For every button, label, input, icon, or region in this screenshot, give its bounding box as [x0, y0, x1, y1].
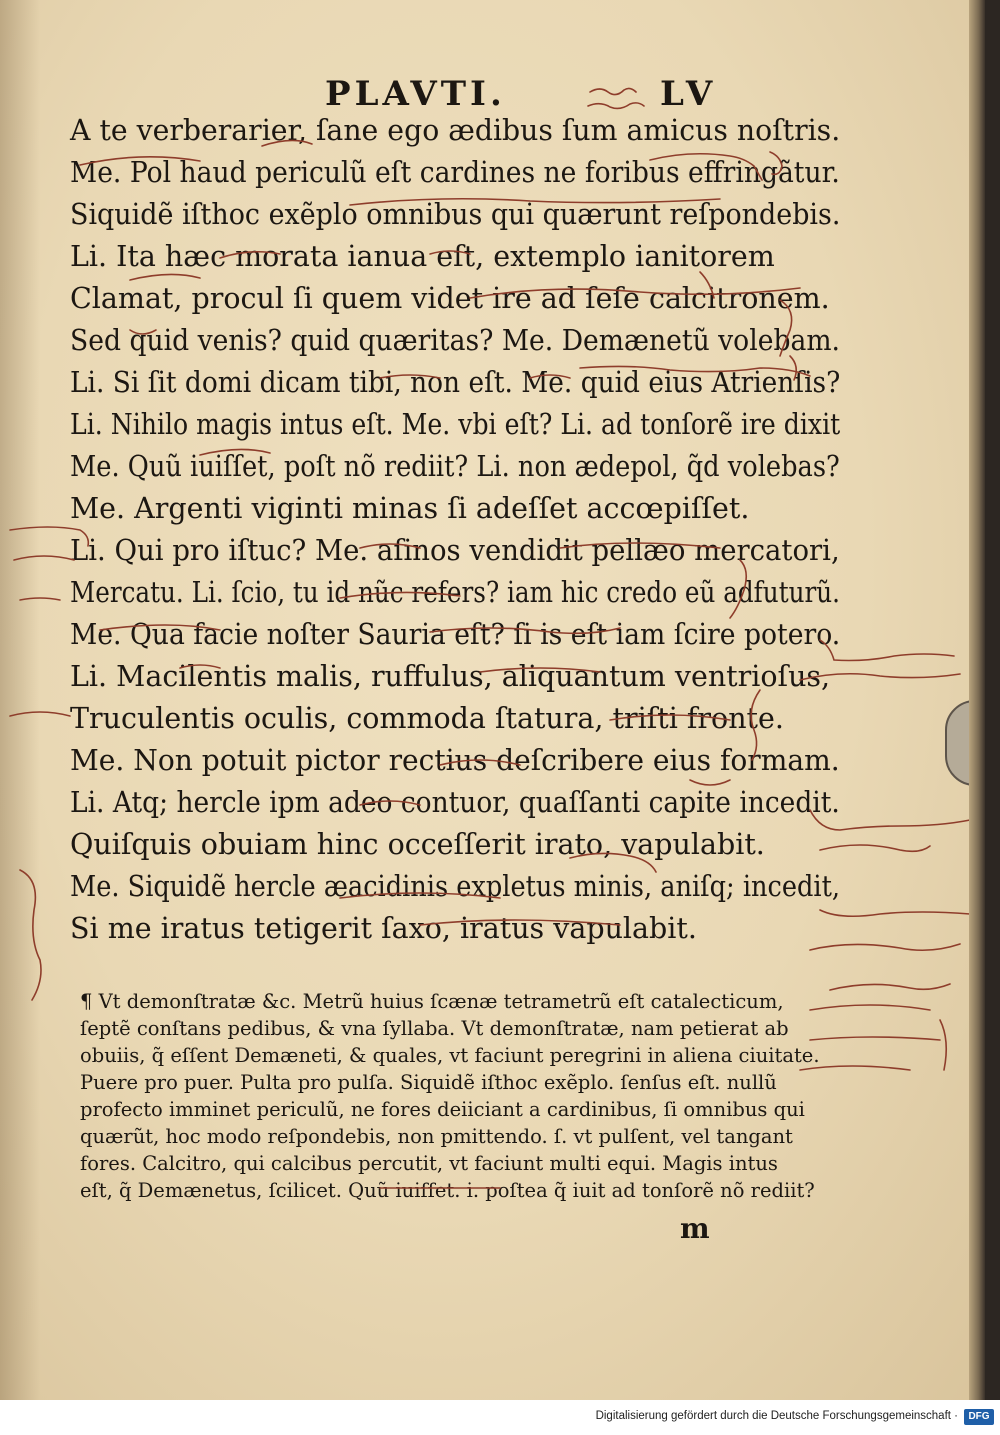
verse-line: Siquidẽ iſthoc exẽplo omnibus qui quærunt reſpondebis.	[70, 198, 841, 231]
verse-line: Me. Pol haud periculũ eſt cardines ne foribus effringãtur.	[70, 156, 840, 189]
commentary-line: profecto imminet periculũ, ne fores deiiciant a cardinibus, ſi omnibus qui	[80, 1098, 805, 1121]
signature-mark: m	[680, 1212, 710, 1245]
verse-line: Quiſquis obuiam hinc occeſſerit irato, vapulabit.	[70, 828, 765, 861]
commentary-line: ſeptẽ conſtans pedibus, & vna ſyllaba. Vt demonſtratæ, nam petierat ab	[80, 1017, 789, 1040]
verse-line: Me. Qua facie noſter Sauria eſt? ſi is eſt iam ſcire potero.	[70, 618, 841, 651]
verse-line: Truculentis oculis, commoda ſtatura, triſti fronte.	[70, 702, 784, 735]
commentary-line: eſt, q̃ Demænetus, ſcilicet. Quũ iuiſſet. i. poſtea q̃ iuit ad tonſorẽ nõ rediit?	[80, 1179, 815, 1202]
verse-line: Li. Nihilo magis intus eſt. Me. vbi eſt? Li. ad tonſorẽ ire dixit	[70, 408, 841, 441]
verse-line: Si me iratus tetigerit ſaxo, iratus vapulabit.	[70, 912, 697, 945]
verse-line: Li. Si ſit domi dicam tibi, non eſt. Me. quid eius Atrienſis?	[70, 366, 841, 399]
funding-credit: Digitalisierung gefördert durch die Deutsche Forschungsgemeinschaft ·	[595, 1410, 958, 1422]
verse-line: Sed quid venis? quid quæritas? Me. Demænetũ volebam.	[70, 324, 841, 357]
verse-line: Me. Non potuit pictor rectius deſcribere eius formam.	[70, 744, 840, 777]
verse-line: Li. Macilentis malis, ruffulus, aliquantum ventrioſus,	[70, 660, 831, 693]
verse-line: Me. Siquidẽ hercle æacidinis expletus minis, aniſq; incedit,	[70, 870, 841, 903]
spine-shadow	[0, 0, 40, 1400]
commentary-line: Puere pro puer. Pulta pro pulſa. Siquidẽ iſthoc exẽplo. ſenſus eſt. nullũ	[80, 1071, 777, 1094]
folio-number: LV	[660, 74, 719, 114]
commentary-line: obuiis, q̃ eſſent Demæneti, & quales, vt faciunt peregrini in aliena ciuitate.	[80, 1044, 820, 1067]
commentary-line: ¶ Vt demonſtratæ &c. Metrũ huius ſcænæ tetrametrũ eſt catalecticum,	[80, 990, 784, 1013]
page-edge	[969, 0, 985, 1400]
verse-line: Li. Qui pro iſtuc? Me. aſinos vendidit pellæo mercatori,	[70, 534, 840, 567]
verse-text	[70, 110, 840, 950]
verse-line: Mercatu. Li. ſcio, tu id nũc refers? iam hic credo eũ adfuturũ.	[70, 576, 840, 609]
commentary-text	[80, 988, 820, 1204]
verse-line: Me. Argenti viginti minas ſi adeſſet accœpiſſet.	[70, 492, 750, 525]
commentary-line: quærũt, hoc modo reſpondebis, non pmittendo. ſ. vt pulſent, vel tangant	[80, 1125, 793, 1148]
verse-line: Clamat, procul ſi quem videt ire ad ſeſe calcitronem.	[70, 282, 830, 315]
verse-line: Me. Quũ iuiſſet, poſt nõ rediit? Li. non ædepol, q̃d volebas?	[70, 450, 840, 483]
verse-line: Li. Atq; hercle ipm adeo contuor, quaſſanti capite incedit.	[70, 786, 840, 819]
digitization-footer	[0, 1400, 1000, 1435]
verse-line: Li. Ita hæc morata ianua eſt, extemplo ianitorem	[70, 240, 775, 273]
dfg-logo: DFG	[964, 1409, 994, 1425]
running-title: PLAVTI.	[325, 74, 506, 114]
commentary-line: fores. Calcitro, qui calcibus percutit, vt faciunt multi equi. Magis intus	[80, 1152, 778, 1175]
verse-line: A te verberarier, ſane ego ædibus ſum amicus noſtris.	[70, 114, 841, 147]
